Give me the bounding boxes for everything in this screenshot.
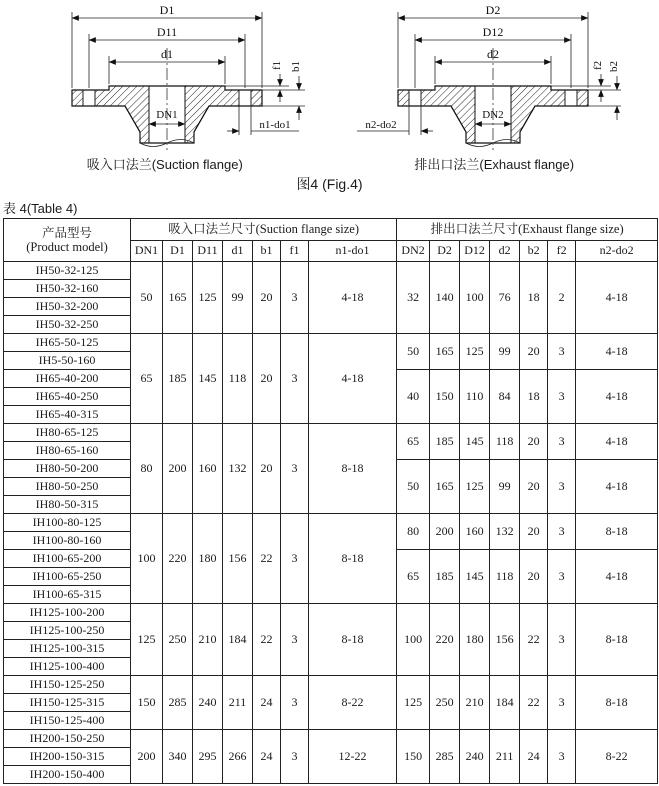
exhaust-value-cell: 22: [520, 676, 548, 730]
exhaust-value-cell: 185: [430, 550, 460, 604]
suction-value-cell: 150: [131, 676, 163, 730]
suction-value-cell: 24: [253, 676, 281, 730]
exhaust-value-cell: 32: [397, 262, 430, 334]
model-cell: IH150-125-315: [4, 694, 131, 712]
suction-value-cell: 100: [131, 514, 163, 604]
model-cell: IH125-100-400: [4, 658, 131, 676]
dim-label-b1: b1: [289, 61, 302, 72]
dim-label-f1: f1: [270, 60, 283, 70]
dim-label-DN2: DN2: [481, 109, 504, 121]
table-row: [4, 676, 658, 694]
exhaust-value-cell: 2: [548, 262, 576, 334]
exhaust-value-cell: 76: [490, 262, 520, 334]
header-exhaust-group: 排出口法兰尺寸(Exhaust flange size): [397, 219, 658, 241]
exhaust-value-cell: 84: [490, 370, 520, 424]
header-product-model-en: (Product model): [26, 240, 108, 254]
dim-label-n2-do2: n2-do2: [364, 119, 397, 131]
suction-value-cell: 20: [253, 262, 281, 334]
suction-value-cell: 125: [193, 262, 223, 334]
suction-value-cell: 145: [193, 334, 223, 424]
table-row: [4, 730, 658, 748]
exhaust-value-cell: 99: [490, 334, 520, 370]
exhaust-value-cell: 100: [397, 604, 430, 676]
col-header-n1-do1: n1-do1: [309, 241, 397, 262]
exhaust-value-cell: 3: [548, 424, 576, 460]
col-header-d1: d1: [223, 241, 253, 262]
suction-value-cell: 12-22: [309, 730, 397, 784]
exhaust-value-cell: 20: [520, 334, 548, 370]
suction-value-cell: 20: [253, 334, 281, 424]
suction-value-cell: 20: [253, 424, 281, 514]
suction-value-cell: 8-18: [309, 514, 397, 604]
suction-value-cell: 3: [281, 730, 309, 784]
suction-value-cell: 340: [163, 730, 193, 784]
model-cell: IH100-80-125: [4, 514, 131, 532]
exhaust-value-cell: 156: [490, 604, 520, 676]
suction-value-cell: 211: [223, 676, 253, 730]
exhaust-value-cell: 20: [520, 460, 548, 514]
suction-value-cell: 285: [163, 676, 193, 730]
exhaust-value-cell: 3: [548, 550, 576, 604]
exhaust-value-cell: 180: [460, 604, 490, 676]
col-header-f1: f1: [281, 241, 309, 262]
suction-value-cell: 3: [281, 334, 309, 424]
exhaust-value-cell: 18: [520, 262, 548, 334]
suction-value-cell: 3: [281, 424, 309, 514]
exhaust-value-cell: 3: [548, 730, 576, 784]
header-product-model-zh: 产品型号: [41, 225, 92, 240]
exhaust-value-cell: 3: [548, 370, 576, 424]
suction-value-cell: 210: [193, 604, 223, 676]
suction-value-cell: 50: [131, 262, 163, 334]
col-header-DN2: DN2: [397, 241, 430, 262]
exhaust-value-cell: 18: [520, 370, 548, 424]
exhaust-value-cell: 160: [460, 514, 490, 550]
suction-value-cell: 132: [223, 424, 253, 514]
model-cell: IH100-80-160: [4, 532, 131, 550]
col-header-D12: D12: [460, 241, 490, 262]
exhaust-value-cell: 4-18: [576, 370, 658, 424]
model-cell: IH100-65-200: [4, 550, 131, 568]
exhaust-value-cell: 8-18: [576, 604, 658, 676]
model-cell: IH65-40-200: [4, 370, 131, 388]
model-cell: IH200-150-315: [4, 748, 131, 766]
suction-value-cell: 266: [223, 730, 253, 784]
model-cell: IH80-50-315: [4, 496, 131, 514]
model-cell: IH80-50-250: [4, 478, 131, 496]
suction-value-cell: 4-18: [309, 334, 397, 424]
dim-label-D11: D11: [156, 25, 177, 39]
suction-value-cell: 180: [193, 514, 223, 604]
col-header-f2: f2: [548, 241, 576, 262]
model-cell: IH80-50-200: [4, 460, 131, 478]
suction-value-cell: 24: [253, 730, 281, 784]
exhaust-value-cell: 3: [548, 514, 576, 550]
model-cell: IH50-32-250: [4, 316, 131, 334]
exhaust-value-cell: 4-18: [576, 262, 658, 334]
table-row: [4, 262, 658, 280]
exhaust-value-cell: 4-18: [576, 424, 658, 460]
suction-value-cell: 8-22: [309, 676, 397, 730]
figure-captions: [0, 154, 659, 173]
exhaust-value-cell: 220: [430, 604, 460, 676]
suction-flange-drawing: [27, 2, 327, 152]
model-cell: IH200-150-250: [4, 730, 131, 748]
suction-value-cell: 80: [131, 424, 163, 514]
exhaust-value-cell: 250: [430, 676, 460, 730]
exhaust-value-cell: 50: [397, 460, 430, 514]
exhaust-value-cell: 3: [548, 334, 576, 370]
model-cell: IH150-125-400: [4, 712, 131, 730]
col-header-b2: b2: [520, 241, 548, 262]
suction-value-cell: 3: [281, 604, 309, 676]
exhaust-value-cell: 99: [490, 460, 520, 514]
exhaust-value-cell: 8-18: [576, 676, 658, 730]
suction-value-cell: 99: [223, 262, 253, 334]
exhaust-value-cell: 210: [460, 676, 490, 730]
suction-value-cell: 3: [281, 676, 309, 730]
exhaust-value-cell: 4-18: [576, 334, 658, 370]
suction-value-cell: 165: [163, 262, 193, 334]
dim-label-DN1: DN1: [155, 109, 178, 121]
suction-value-cell: 200: [131, 730, 163, 784]
exhaust-value-cell: 285: [430, 730, 460, 784]
exhaust-value-cell: 80: [397, 514, 430, 550]
table-row: [4, 334, 658, 352]
suction-value-cell: 3: [281, 514, 309, 604]
exhaust-value-cell: 20: [520, 550, 548, 604]
exhaust-value-cell: 22: [520, 604, 548, 676]
exhaust-value-cell: 65: [397, 424, 430, 460]
exhaust-value-cell: 125: [397, 676, 430, 730]
exhaust-value-cell: 8-22: [576, 730, 658, 784]
suction-value-cell: 156: [223, 514, 253, 604]
exhaust-value-cell: 8-18: [576, 514, 658, 550]
exhaust-value-cell: 118: [490, 550, 520, 604]
suction-value-cell: 185: [163, 334, 193, 424]
exhaust-value-cell: 150: [430, 370, 460, 424]
suction-value-cell: 250: [163, 604, 193, 676]
exhaust-value-cell: 3: [548, 676, 576, 730]
model-cell: IH100-65-250: [4, 568, 131, 586]
exhaust-value-cell: 3: [548, 460, 576, 514]
model-cell: IH125-100-200: [4, 604, 131, 622]
exhaust-value-cell: 118: [490, 424, 520, 460]
exhaust-value-cell: 165: [430, 334, 460, 370]
model-cell: IH80-65-125: [4, 424, 131, 442]
exhaust-value-cell: 3: [548, 604, 576, 676]
exhaust-value-cell: 20: [520, 424, 548, 460]
exhaust-value-cell: 20: [520, 514, 548, 550]
exhaust-value-cell: 185: [430, 424, 460, 460]
model-cell: IH50-32-200: [4, 298, 131, 316]
header-suction-group: 吸入口法兰尺寸(Suction flange size): [131, 219, 397, 241]
suction-value-cell: 8-18: [309, 424, 397, 514]
exhaust-value-cell: 150: [397, 730, 430, 784]
suction-value-cell: 3: [281, 262, 309, 334]
exhaust-value-cell: 184: [490, 676, 520, 730]
dim-label-d2: d2: [486, 47, 499, 61]
table-row: [4, 604, 658, 622]
table-row: [4, 424, 658, 442]
suction-value-cell: 200: [163, 424, 193, 514]
flange-table-body: [4, 262, 658, 784]
exhaust-value-cell: 100: [460, 262, 490, 334]
exhaust-value-cell: 145: [460, 550, 490, 604]
exhaust-value-cell: 110: [460, 370, 490, 424]
table-label: 表 4(Table 4): [3, 201, 78, 216]
model-cell: IH150-125-250: [4, 676, 131, 694]
exhaust-value-cell: 165: [430, 460, 460, 514]
model-cell: IH200-150-400: [4, 766, 131, 784]
model-cell: IH100-65-315: [4, 586, 131, 604]
dim-label-n1-do1: n1-do1: [258, 119, 291, 131]
exhaust-value-cell: 200: [430, 514, 460, 550]
suction-value-cell: 295: [193, 730, 223, 784]
col-header-DN1: DN1: [131, 241, 163, 262]
exhaust-value-cell: 145: [460, 424, 490, 460]
suction-value-cell: 118: [223, 334, 253, 424]
model-cell: IH125-100-250: [4, 622, 131, 640]
suction-value-cell: 4-18: [309, 262, 397, 334]
dim-label-b2: b2: [607, 61, 620, 72]
col-header-n2-do2: n2-do2: [576, 241, 658, 262]
model-cell: IH80-65-160: [4, 442, 131, 460]
model-cell: IH50-32-160: [4, 280, 131, 298]
dim-label-f2: f2: [591, 60, 604, 70]
model-cell: IH5-50-160: [4, 352, 131, 370]
suction-value-cell: 184: [223, 604, 253, 676]
table-row: [4, 514, 658, 532]
suction-flange-caption: 吸入口法兰(Suction flange): [86, 157, 243, 172]
col-header-d2: d2: [490, 241, 520, 262]
dim-label-D1: D1: [159, 3, 174, 17]
exhaust-value-cell: 65: [397, 550, 430, 604]
model-cell: IH65-40-315: [4, 406, 131, 424]
suction-value-cell: 160: [193, 424, 223, 514]
dim-label-D12: D12: [482, 25, 503, 39]
exhaust-value-cell: 4-18: [576, 460, 658, 514]
figure-number-caption: 图4 (Fig.4): [296, 176, 363, 192]
exhaust-value-cell: 140: [430, 262, 460, 334]
exhaust-value-cell: 125: [460, 460, 490, 514]
col-header-D1: D1: [163, 241, 193, 262]
exhaust-value-cell: 4-18: [576, 550, 658, 604]
col-header-D11: D11: [193, 241, 223, 262]
col-header-D2: D2: [430, 241, 460, 262]
model-cell: IH125-100-315: [4, 640, 131, 658]
suction-value-cell: 220: [163, 514, 193, 604]
exhaust-value-cell: 40: [397, 370, 430, 424]
col-header-b1: b1: [253, 241, 281, 262]
model-cell: IH65-40-250: [4, 388, 131, 406]
header-product-model: [4, 219, 131, 262]
exhaust-value-cell: 125: [460, 334, 490, 370]
suction-value-cell: 125: [131, 604, 163, 676]
suction-value-cell: 8-18: [309, 604, 397, 676]
exhaust-value-cell: 50: [397, 334, 430, 370]
exhaust-value-cell: 240: [460, 730, 490, 784]
suction-value-cell: 22: [253, 604, 281, 676]
model-cell: IH50-32-125: [4, 262, 131, 280]
exhaust-value-cell: 211: [490, 730, 520, 784]
exhaust-flange-drawing: [333, 2, 633, 152]
exhaust-value-cell: 24: [520, 730, 548, 784]
figure-4: [0, 0, 659, 152]
exhaust-value-cell: 132: [490, 514, 520, 550]
dim-label-d1: d1: [160, 47, 173, 61]
suction-value-cell: 240: [193, 676, 223, 730]
suction-value-cell: 22: [253, 514, 281, 604]
model-cell: IH65-50-125: [4, 334, 131, 352]
flange-size-table: [3, 218, 658, 784]
dim-label-D2: D2: [485, 3, 500, 17]
suction-value-cell: 65: [131, 334, 163, 424]
exhaust-flange-caption: 排出口法兰(Exhaust flange): [414, 157, 575, 172]
